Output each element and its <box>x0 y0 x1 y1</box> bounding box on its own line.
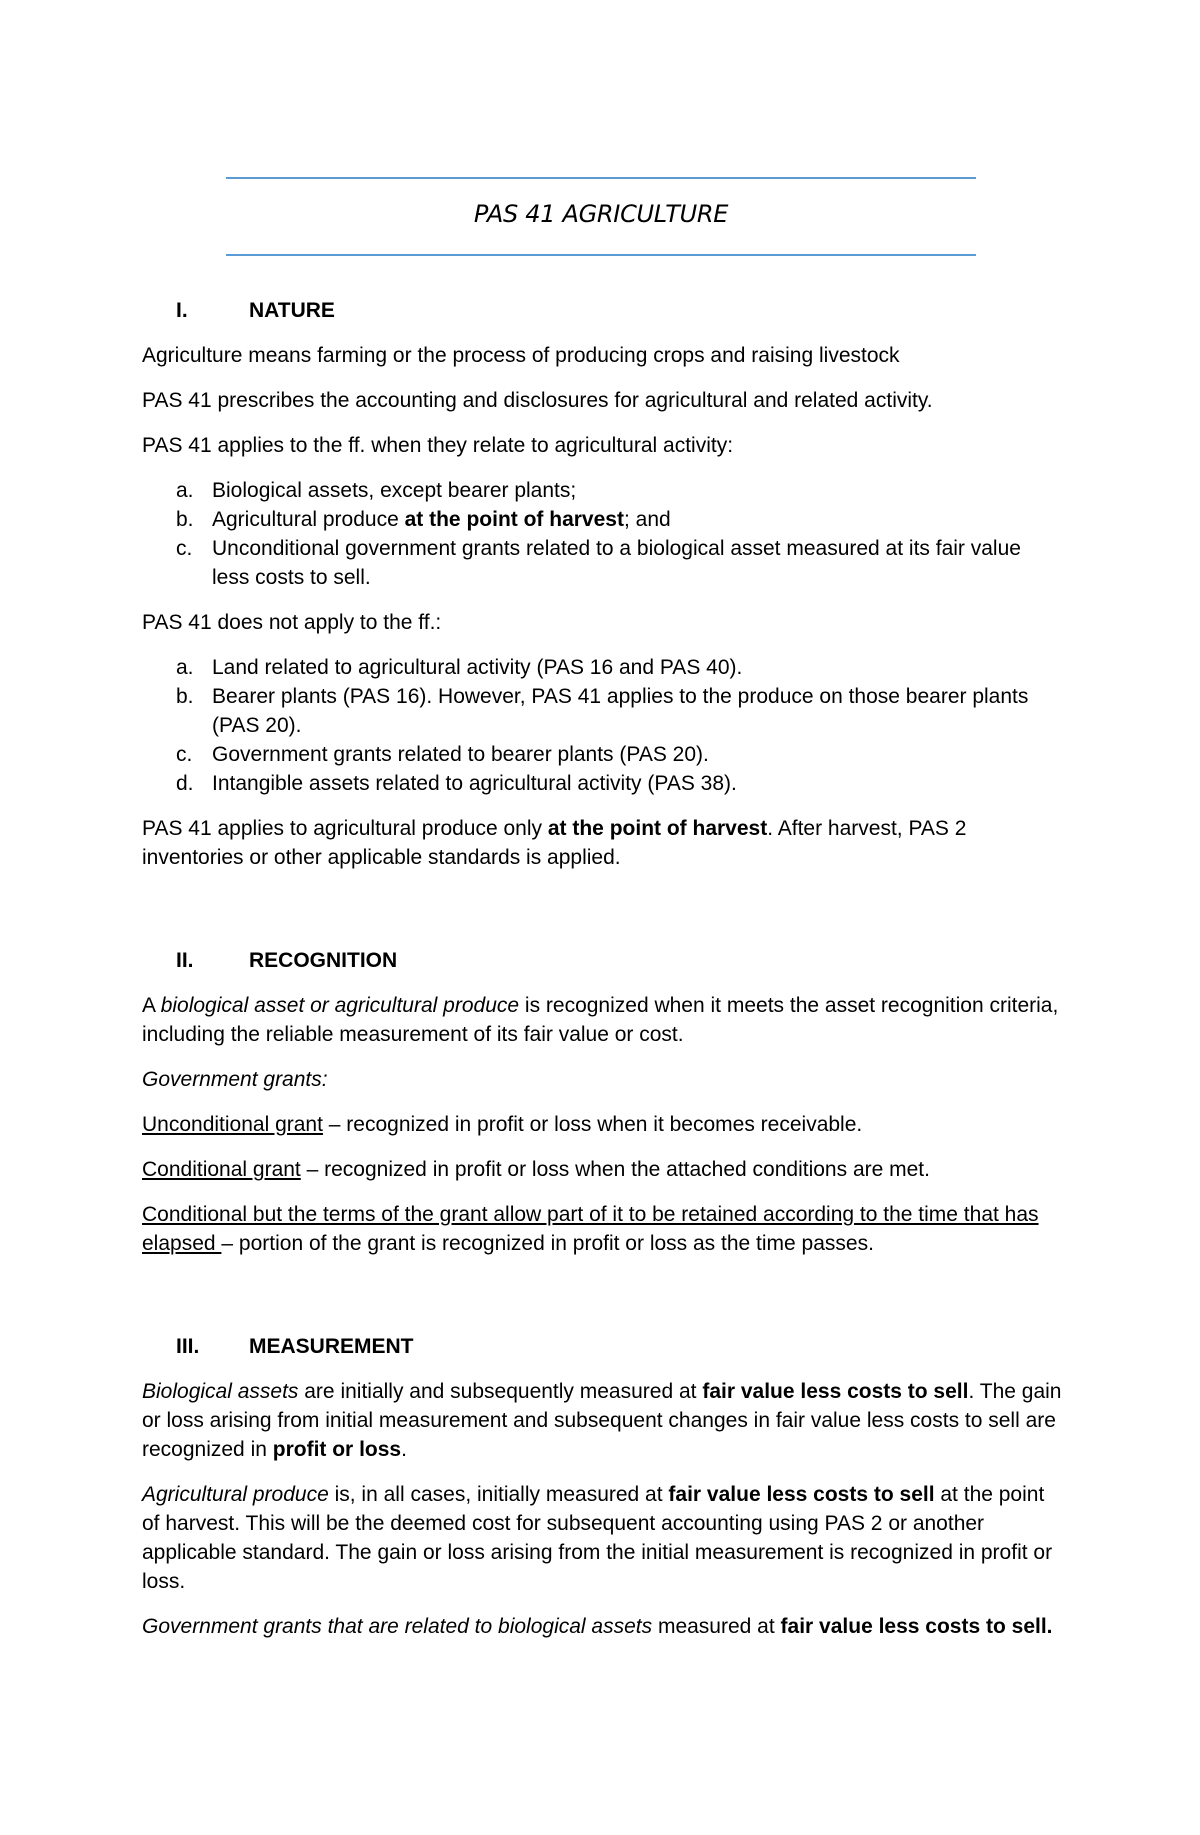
list-marker: a. <box>176 479 194 502</box>
text-run: – recognized in profit or loss when the attached conditions are met. <box>300 1158 930 1181</box>
bold-phrase: at the point of harvest <box>547 817 768 840</box>
list-item-text: Unconditional government grants related to a biological asset measured at its fair value less costs to sell. <box>212 537 1021 589</box>
list-item-text: Land related to agricultural activity (PAS 16 and PAS 40). <box>212 656 743 679</box>
text-run: is recognized when it meets the asset recognition criteria, including the reliable measurement of its fair value or cost. <box>142 994 1059 1046</box>
paragraph: PAS 41 prescribes the accounting and disclosures for agricultural and related activity. <box>142 389 933 412</box>
paragraph <box>142 814 1062 872</box>
applies-list <box>142 476 1062 592</box>
section-title: MEASUREMENT <box>249 1335 414 1358</box>
text-run: – portion of the grant is recognized in profit or loss as the time passes. <box>221 1232 874 1255</box>
list-marker: c. <box>176 537 193 560</box>
list-item-text: Government grants related to bearer plants (PAS 20). <box>212 743 709 766</box>
text-run: . The gain or loss arising from initial measurement and subsequent changes in fair value less costs to sell are recognized in <box>142 1380 1062 1461</box>
text-run: . After harvest, PAS 2 inventories or other applicable standards is applied. <box>142 817 967 869</box>
paragraph <box>142 1110 1062 1139</box>
italic-phrase: Government grants that are related to biological assets <box>142 1615 653 1638</box>
list-marker: c. <box>176 743 193 766</box>
text-run: – recognized in profit or loss when it becomes receivable. <box>322 1113 863 1136</box>
title-rule-top <box>226 177 976 179</box>
italic-phrase: Government grants: <box>142 1068 328 1091</box>
bold-phrase: fair value less costs to sell <box>702 1380 969 1403</box>
list-item-text: Bearer plants (PAS 16). However, PAS 41 applies to the produce on those bearer plants (PAS 20). <box>212 685 1029 737</box>
title-rule-bottom <box>226 254 976 256</box>
list-item <box>176 740 1062 769</box>
section-spacer <box>142 1274 1062 1332</box>
list-item <box>176 534 1062 592</box>
section-heading-nature <box>142 296 1062 325</box>
section-number: I. <box>176 299 188 322</box>
paragraph <box>142 1065 1062 1094</box>
text-run: measured at <box>652 1615 781 1638</box>
list-marker: d. <box>176 772 194 795</box>
bold-phrase: fair value less costs to sell <box>668 1483 935 1506</box>
bold-phrase: at the point of harvest <box>404 508 624 531</box>
list-marker: b. <box>176 685 194 708</box>
list-marker: b. <box>176 508 194 531</box>
bold-phrase: profit or loss <box>272 1438 402 1461</box>
paragraph <box>142 1377 1062 1464</box>
not-apply-list <box>142 653 1062 798</box>
text-run: A <box>142 994 161 1017</box>
paragraph <box>142 1612 1062 1641</box>
section-title: RECOGNITION <box>249 949 398 972</box>
list-item <box>176 653 1062 682</box>
page-title: PAS 41 AGRICULTURE <box>473 200 729 228</box>
text-run: PAS 41 applies to agricultural produce only <box>142 817 548 840</box>
italic-phrase: Biological assets <box>142 1380 299 1403</box>
paragraph <box>142 991 1062 1049</box>
underlined-term: Conditional grant <box>142 1158 301 1181</box>
list-item-text: Biological assets, except bearer plants; <box>212 479 577 502</box>
list-item <box>176 769 1062 798</box>
underlined-term: Conditional but the terms of the grant allow part of it to be retained according to the time that has elapsed <box>142 1203 1039 1255</box>
text-run: are initially and subsequently measured at <box>298 1380 703 1403</box>
underlined-term: Unconditional grant <box>142 1113 323 1136</box>
list-item <box>176 476 1062 505</box>
section-title: NATURE <box>249 299 335 322</box>
list-marker: a. <box>176 656 194 679</box>
section-heading-recognition <box>142 946 1062 975</box>
list-item <box>176 682 1062 740</box>
section-number: II. <box>176 949 194 972</box>
paragraph <box>142 1480 1062 1596</box>
paragraph: PAS 41 applies to the ff. when they relate to agricultural activity: <box>142 434 734 457</box>
list-item-text: ; and <box>623 508 671 531</box>
paragraph: PAS 41 does not apply to the ff.: <box>142 611 442 634</box>
text-run: is, in all cases, initially measured at <box>328 1483 669 1506</box>
paragraph: Agriculture means farming or the process of producing crops and raising livestock <box>142 344 900 367</box>
text-run: . <box>401 1438 407 1461</box>
paragraph <box>142 1200 1062 1258</box>
section-spacer <box>142 888 1062 946</box>
paragraph <box>142 1155 1062 1184</box>
section-number: III. <box>176 1335 200 1358</box>
section-heading-measurement <box>142 1332 1062 1361</box>
list-item-text: Intangible assets related to agricultural activity (PAS 38). <box>212 772 737 795</box>
italic-phrase: biological asset or agricultural produce <box>160 994 520 1017</box>
text-run: at the point of harvest. This will be the deemed cost for subsequent accounting using PAS 2 or another applicable standard. The gain or loss arising from the initial measurement is recognized in profit or loss. <box>142 1483 1053 1593</box>
document-body <box>142 296 1062 1657</box>
italic-phrase: Agricultural produce <box>142 1483 329 1506</box>
list-item <box>176 505 1062 534</box>
list-item-text: Agricultural produce <box>212 508 405 531</box>
bold-phrase: fair value less costs to sell. <box>780 1615 1053 1638</box>
